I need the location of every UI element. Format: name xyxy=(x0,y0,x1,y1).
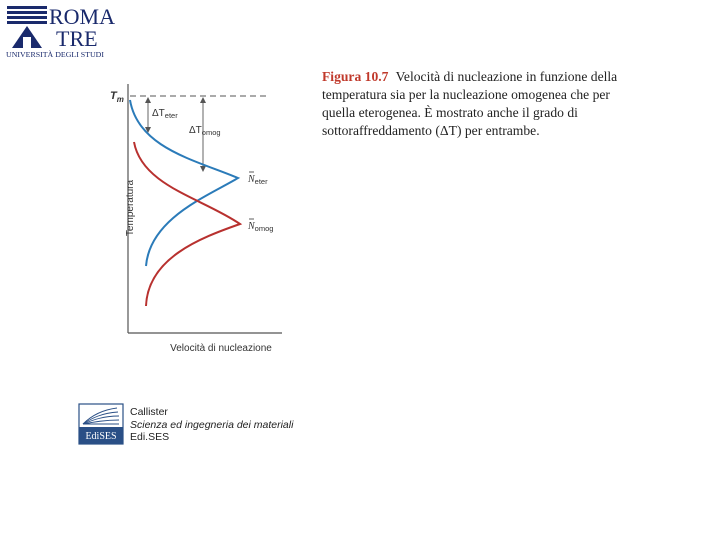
n-omog-label: $N_{omog}$ xyxy=(248,221,274,233)
book-title: Scienza ed ingegneria dei materiali xyxy=(130,418,294,431)
logo-line-1: ROMA xyxy=(49,4,116,29)
author-name: Callister xyxy=(130,406,168,418)
figure-number: Figura 10.7 xyxy=(322,69,389,84)
publisher-name: Edi.SES xyxy=(130,431,170,443)
book-credits xyxy=(130,406,293,444)
n-eter-label: $N_{eter}$ xyxy=(248,174,268,186)
logo-subtitle: UNIVERSITÀ DEGLI STUDI xyxy=(6,51,96,59)
curve-eter xyxy=(130,100,238,266)
delta-t-omog-arrowhead-bottom xyxy=(200,166,206,172)
delta-t-omog-arrowhead-top xyxy=(200,97,206,103)
delta-t-omog-label: $\Delta T_{omog}$ xyxy=(189,125,221,137)
edises-logo xyxy=(79,404,123,444)
publisher-logo-text: EdiSES xyxy=(85,431,117,442)
nucleation-rate-diagram xyxy=(90,78,300,368)
logo-line-2: TRE xyxy=(56,26,98,51)
roma-tre-logo xyxy=(6,4,116,60)
tm-label: $T_m$ xyxy=(110,90,124,104)
delta-t-eter-label: $\Delta T_{eter}$ xyxy=(152,108,178,120)
delta-t-eter-arrowhead-top xyxy=(145,97,151,103)
caption-text: Velocità di nucleazione in funzione della temperatura sia per la nucleazione omogenea che per quella eterogenea. È mostrato anche il grado di sottoraffreddamento (ΔT) per entrambe. xyxy=(322,69,618,138)
logo-emblem-icon xyxy=(7,6,47,48)
y-axis-label: Temperatura xyxy=(125,179,136,237)
figure-caption xyxy=(322,68,632,140)
x-axis-label: Velocità di nucleazione xyxy=(170,343,272,354)
curve-omog xyxy=(134,142,240,306)
